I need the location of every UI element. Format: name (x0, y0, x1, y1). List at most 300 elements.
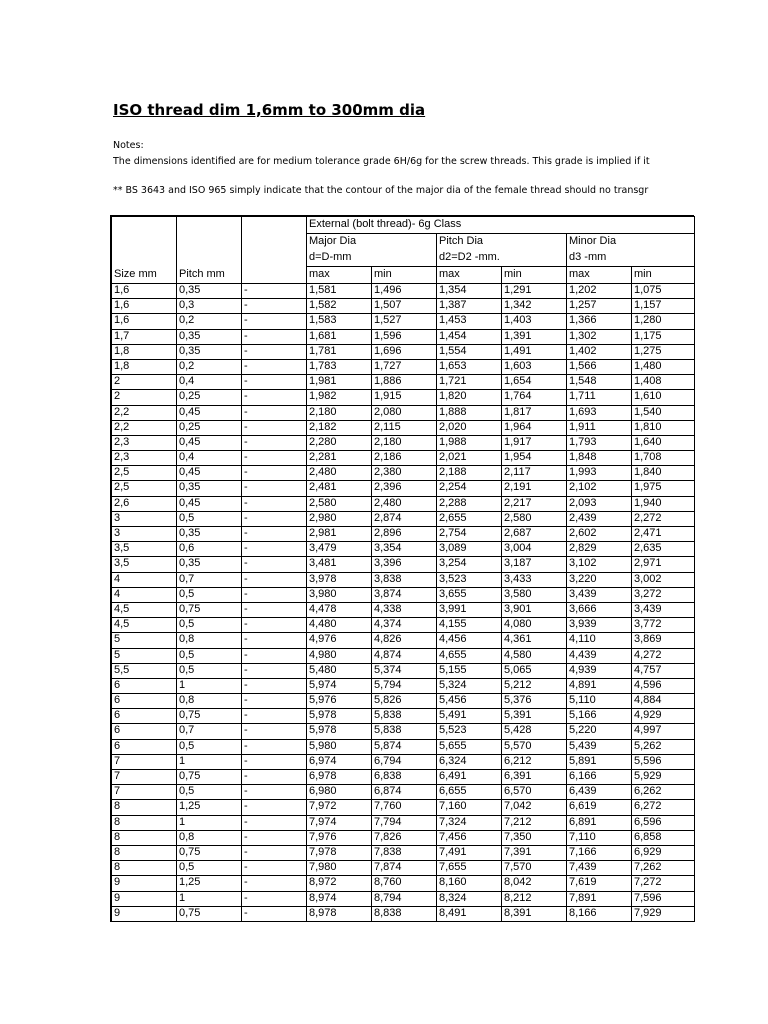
cell-minor-min: 1,540 (632, 405, 695, 420)
cell-pitch: 0,75 (177, 845, 242, 860)
cell-pitch: 0,35 (177, 527, 242, 542)
cell-pitch: 0,25 (177, 390, 242, 405)
table-row (112, 405, 695, 420)
cell-major-max: 7,978 (307, 845, 372, 860)
cell-minor-max: 4,110 (567, 633, 632, 648)
cell-minor-min: 4,929 (632, 709, 695, 724)
cell-pitch-min: 4,080 (502, 618, 567, 633)
cell-major-min: 5,794 (372, 678, 437, 693)
cell-minor-max: 7,110 (567, 830, 632, 845)
cell-dash: - (242, 709, 307, 724)
cell-pitch-min: 1,817 (502, 405, 567, 420)
cell-pitch: 0,7 (177, 724, 242, 739)
cell-pitch-min: 1,964 (502, 420, 567, 435)
cell-major-min: 4,338 (372, 602, 437, 617)
cell-minor-max: 7,619 (567, 876, 632, 891)
cell-major-min: 2,080 (372, 405, 437, 420)
cell-pitch-min: 7,212 (502, 815, 567, 830)
cell-minor-min: 2,471 (632, 527, 695, 542)
cell-dash: - (242, 663, 307, 678)
cell-pitch: 0,5 (177, 648, 242, 663)
cell-major-max: 7,980 (307, 861, 372, 876)
cell-major-max: 3,479 (307, 542, 372, 557)
cell-pitch-max: 4,155 (437, 618, 502, 633)
table-row (112, 284, 695, 299)
cell-pitch-max: 5,655 (437, 739, 502, 754)
table-row (112, 891, 695, 906)
cell-minor-max: 4,891 (567, 678, 632, 693)
cell-dash: - (242, 375, 307, 390)
cell-size: 6 (112, 694, 177, 709)
major-dia-sub: d=D-mm (307, 250, 437, 267)
cell-minor-min: 1,640 (632, 435, 695, 450)
cell-major-min: 1,696 (372, 344, 437, 359)
cell-pitch: 0,8 (177, 694, 242, 709)
cell-dash: - (242, 284, 307, 299)
cell-pitch-max: 1,721 (437, 375, 502, 390)
cell-minor-max: 7,891 (567, 891, 632, 906)
cell-minor-max: 1,402 (567, 344, 632, 359)
cell-major-max: 4,478 (307, 602, 372, 617)
cell-pitch-min: 1,342 (502, 299, 567, 314)
cell-size: 5 (112, 648, 177, 663)
cell-dash: - (242, 527, 307, 542)
cell-pitch: 0,8 (177, 830, 242, 845)
cell-size: 6 (112, 724, 177, 739)
table-row (112, 481, 695, 496)
cell-size: 6 (112, 678, 177, 693)
cell-dash: - (242, 390, 307, 405)
cell-pitch-min: 6,391 (502, 770, 567, 785)
cell-size: 5 (112, 633, 177, 648)
cell-pitch-min: 6,570 (502, 785, 567, 800)
cell-dash: - (242, 876, 307, 891)
cell-pitch-max: 1,354 (437, 284, 502, 299)
cell-dash: - (242, 314, 307, 329)
cell-pitch: 0,35 (177, 557, 242, 572)
table-row (112, 420, 695, 435)
cell-minor-max: 2,439 (567, 511, 632, 526)
cell-major-min: 4,874 (372, 648, 437, 663)
cell-minor-max: 6,439 (567, 785, 632, 800)
cell-minor-min: 1,840 (632, 466, 695, 481)
table-row (112, 694, 695, 709)
cell-minor-max: 7,166 (567, 845, 632, 860)
cell-size: 4,5 (112, 602, 177, 617)
cell-size: 2 (112, 390, 177, 405)
cell-major-min: 1,527 (372, 314, 437, 329)
cell-pitch: 1 (177, 754, 242, 769)
table-row (112, 542, 695, 557)
cell-dash: - (242, 694, 307, 709)
cell-major-min: 7,760 (372, 800, 437, 815)
minor-dia-label: Minor Dia (567, 234, 695, 251)
cell-major-max: 7,976 (307, 830, 372, 845)
cell-major-max: 5,480 (307, 663, 372, 678)
table-row (112, 785, 695, 800)
cell-major-min: 4,374 (372, 618, 437, 633)
cell-dash: - (242, 724, 307, 739)
cell-size: 2,5 (112, 466, 177, 481)
cell-major-max: 1,583 (307, 314, 372, 329)
cell-minor-max: 5,439 (567, 739, 632, 754)
cell-pitch-max: 3,991 (437, 602, 502, 617)
cell-pitch-min: 3,433 (502, 572, 567, 587)
cell-dash: - (242, 299, 307, 314)
cell-size: 9 (112, 891, 177, 906)
cell-size: 3 (112, 527, 177, 542)
cell-pitch-max: 6,491 (437, 770, 502, 785)
cell-dash: - (242, 815, 307, 830)
cell-pitch-min: 3,187 (502, 557, 567, 572)
cell-pitch: 1,25 (177, 800, 242, 815)
cell-major-max: 4,976 (307, 633, 372, 648)
cell-size: 4,5 (112, 618, 177, 633)
cell-size: 2,5 (112, 481, 177, 496)
cell-major-min: 2,115 (372, 420, 437, 435)
cell-pitch-min: 1,291 (502, 284, 567, 299)
col-header-minor-min: min (632, 267, 695, 284)
table-row (112, 739, 695, 754)
cell-pitch-min: 8,391 (502, 906, 567, 921)
cell-major-min: 1,496 (372, 284, 437, 299)
cell-pitch: 1 (177, 678, 242, 693)
cell-major-max: 2,180 (307, 405, 372, 420)
cell-major-max: 6,974 (307, 754, 372, 769)
table-row (112, 511, 695, 526)
cell-size: 8 (112, 830, 177, 845)
minor-dia-sub: d3 -mm (567, 250, 695, 267)
cell-major-max: 2,981 (307, 527, 372, 542)
thread-dimensions-table-container (110, 215, 694, 922)
cell-major-max: 7,972 (307, 800, 372, 815)
cell-pitch-max: 7,655 (437, 861, 502, 876)
table-row (112, 754, 695, 769)
cell-major-min: 2,396 (372, 481, 437, 496)
cell-pitch-max: 3,523 (437, 572, 502, 587)
cell-pitch-max: 1,888 (437, 405, 502, 420)
cell-minor-min: 3,439 (632, 602, 695, 617)
cell-dash: - (242, 906, 307, 921)
pitch-dia-label: Pitch Dia (437, 234, 567, 251)
cell-minor-min: 1,280 (632, 314, 695, 329)
table-row (112, 314, 695, 329)
cell-size: 3,5 (112, 557, 177, 572)
cell-minor-max: 6,891 (567, 815, 632, 830)
cell-pitch-max: 1,387 (437, 299, 502, 314)
cell-major-max: 8,972 (307, 876, 372, 891)
cell-minor-min: 7,272 (632, 876, 695, 891)
cell-dash: - (242, 329, 307, 344)
cell-major-max: 8,978 (307, 906, 372, 921)
cell-dash: - (242, 830, 307, 845)
cell-major-min: 2,874 (372, 511, 437, 526)
cell-dash: - (242, 572, 307, 587)
table-row (112, 375, 695, 390)
cell-major-min: 2,896 (372, 527, 437, 542)
cell-size: 8 (112, 815, 177, 830)
col-header-pitch: Pitch mm (177, 267, 242, 284)
cell-dash: - (242, 648, 307, 663)
cell-major-min: 5,374 (372, 663, 437, 678)
cell-minor-min: 4,272 (632, 648, 695, 663)
cell-size: 4 (112, 572, 177, 587)
table-row (112, 845, 695, 860)
cell-pitch-min: 1,491 (502, 344, 567, 359)
cell-minor-max: 3,102 (567, 557, 632, 572)
cell-pitch: 1 (177, 891, 242, 906)
cell-major-max: 4,980 (307, 648, 372, 663)
cell-minor-max: 1,848 (567, 451, 632, 466)
cell-major-min: 5,838 (372, 709, 437, 724)
cell-minor-max: 1,548 (567, 375, 632, 390)
cell-major-max: 2,580 (307, 496, 372, 511)
cell-minor-max: 6,166 (567, 770, 632, 785)
cell-major-min: 1,915 (372, 390, 437, 405)
cell-minor-min: 4,884 (632, 694, 695, 709)
table-row (112, 830, 695, 845)
cell-pitch-min: 7,570 (502, 861, 567, 876)
cell-pitch: 0,75 (177, 770, 242, 785)
table-row (112, 390, 695, 405)
cell-dash: - (242, 511, 307, 526)
cell-pitch-min: 1,654 (502, 375, 567, 390)
cell-minor-min: 1,610 (632, 390, 695, 405)
table-row (112, 527, 695, 542)
cell-size: 8 (112, 845, 177, 860)
cell-pitch-min: 5,376 (502, 694, 567, 709)
cell-minor-min: 4,596 (632, 678, 695, 693)
table-body (112, 284, 695, 922)
thread-dimensions-table (111, 216, 695, 922)
cell-minor-min: 1,075 (632, 284, 695, 299)
cell-pitch-max: 5,491 (437, 709, 502, 724)
cell-pitch-max: 2,254 (437, 481, 502, 496)
group-header: External (bolt thread)- 6g Class (307, 217, 695, 234)
col-header-major-min: min (372, 267, 437, 284)
cell-pitch-max: 6,655 (437, 785, 502, 800)
cell-major-min: 7,826 (372, 830, 437, 845)
cell-pitch-min: 6,212 (502, 754, 567, 769)
cell-minor-max: 1,793 (567, 435, 632, 450)
cell-pitch-max: 2,020 (437, 420, 502, 435)
cell-pitch-max: 3,089 (437, 542, 502, 557)
cell-pitch: 0,45 (177, 435, 242, 450)
note-line-2: ** BS 3643 and ISO 965 simply indicate that the contour of the major dia of the female thread should no transgr (113, 185, 649, 196)
header-blank-dash (242, 217, 307, 234)
cell-major-min: 8,838 (372, 906, 437, 921)
col-header-pitch-min: min (502, 267, 567, 284)
cell-pitch-max: 6,324 (437, 754, 502, 769)
cell-size: 7 (112, 770, 177, 785)
cell-minor-max: 1,566 (567, 359, 632, 374)
cell-major-max: 5,976 (307, 694, 372, 709)
cell-minor-max: 1,911 (567, 420, 632, 435)
cell-pitch-min: 5,570 (502, 739, 567, 754)
table-row (112, 876, 695, 891)
cell-dash: - (242, 754, 307, 769)
cell-pitch-max: 3,254 (437, 557, 502, 572)
cell-pitch: 0,5 (177, 785, 242, 800)
cell-minor-min: 5,596 (632, 754, 695, 769)
table-row (112, 572, 695, 587)
cell-major-min: 5,826 (372, 694, 437, 709)
cell-pitch-min: 7,391 (502, 845, 567, 860)
cell-pitch: 0,6 (177, 542, 242, 557)
cell-minor-max: 4,939 (567, 663, 632, 678)
cell-minor-max: 1,202 (567, 284, 632, 299)
table-row (112, 496, 695, 511)
cell-dash: - (242, 587, 307, 602)
cell-size: 1,6 (112, 314, 177, 329)
cell-minor-min: 3,772 (632, 618, 695, 633)
cell-pitch-min: 3,004 (502, 542, 567, 557)
cell-major-max: 5,978 (307, 709, 372, 724)
cell-size: 6 (112, 709, 177, 724)
cell-major-max: 7,974 (307, 815, 372, 830)
cell-major-max: 2,280 (307, 435, 372, 450)
cell-pitch-min: 8,212 (502, 891, 567, 906)
cell-major-min: 7,838 (372, 845, 437, 860)
cell-major-min: 3,396 (372, 557, 437, 572)
cell-pitch-min: 2,217 (502, 496, 567, 511)
cell-minor-max: 6,619 (567, 800, 632, 815)
cell-pitch-min: 5,428 (502, 724, 567, 739)
column-header-row (112, 267, 695, 284)
cell-major-max: 1,582 (307, 299, 372, 314)
cell-minor-max: 1,993 (567, 466, 632, 481)
cell-minor-min: 6,262 (632, 785, 695, 800)
cell-major-max: 1,981 (307, 375, 372, 390)
cell-pitch-max: 1,554 (437, 344, 502, 359)
cell-pitch-max: 4,655 (437, 648, 502, 663)
cell-size: 9 (112, 906, 177, 921)
cell-minor-min: 3,002 (632, 572, 695, 587)
cell-size: 3,5 (112, 542, 177, 557)
cell-major-max: 3,481 (307, 557, 372, 572)
cell-minor-max: 2,829 (567, 542, 632, 557)
cell-pitch: 0,75 (177, 906, 242, 921)
cell-pitch: 0,2 (177, 359, 242, 374)
table-row (112, 800, 695, 815)
cell-minor-min: 7,929 (632, 906, 695, 921)
cell-minor-min: 2,635 (632, 542, 695, 557)
cell-pitch-max: 7,160 (437, 800, 502, 815)
cell-major-max: 6,980 (307, 785, 372, 800)
cell-minor-min: 3,272 (632, 587, 695, 602)
cell-pitch-min: 1,764 (502, 390, 567, 405)
cell-pitch: 0,35 (177, 284, 242, 299)
cell-size: 1,6 (112, 299, 177, 314)
cell-pitch-max: 1,820 (437, 390, 502, 405)
cell-pitch-max: 8,324 (437, 891, 502, 906)
cell-minor-max: 1,711 (567, 390, 632, 405)
table-row (112, 344, 695, 359)
cell-major-max: 1,783 (307, 359, 372, 374)
cell-minor-max: 1,302 (567, 329, 632, 344)
cell-pitch: 0,35 (177, 481, 242, 496)
cell-pitch-max: 8,491 (437, 906, 502, 921)
page-title: ISO thread dim 1,6mm to 300mm dia (113, 101, 426, 119)
cell-major-max: 8,974 (307, 891, 372, 906)
cell-minor-max: 3,939 (567, 618, 632, 633)
table-row (112, 602, 695, 617)
cell-size: 7 (112, 785, 177, 800)
cell-minor-min: 4,997 (632, 724, 695, 739)
table-row (112, 678, 695, 693)
cell-pitch-max: 2,754 (437, 527, 502, 542)
cell-major-min: 1,727 (372, 359, 437, 374)
cell-pitch-max: 2,021 (437, 451, 502, 466)
col-header-minor-max: max (567, 267, 632, 284)
cell-pitch-max: 5,523 (437, 724, 502, 739)
cell-size: 1,8 (112, 359, 177, 374)
cell-pitch-max: 7,491 (437, 845, 502, 860)
header-blank-dash-2 (242, 234, 307, 251)
cell-pitch: 0,45 (177, 466, 242, 481)
cell-pitch: 0,3 (177, 299, 242, 314)
cell-pitch: 0,5 (177, 587, 242, 602)
table-row (112, 587, 695, 602)
cell-pitch-max: 3,655 (437, 587, 502, 602)
header-blank-size-3 (112, 250, 177, 267)
cell-major-min: 3,838 (372, 572, 437, 587)
cell-minor-min: 1,480 (632, 359, 695, 374)
cell-pitch-min: 2,117 (502, 466, 567, 481)
cell-pitch: 0,4 (177, 375, 242, 390)
header-blank-dash-3 (242, 250, 307, 267)
header-blank-size (112, 217, 177, 234)
cell-size: 2,2 (112, 420, 177, 435)
cell-minor-min: 7,596 (632, 891, 695, 906)
cell-pitch-min: 5,212 (502, 678, 567, 693)
cell-major-max: 3,978 (307, 572, 372, 587)
cell-pitch-min: 2,580 (502, 511, 567, 526)
cell-pitch-max: 7,456 (437, 830, 502, 845)
cell-minor-max: 1,693 (567, 405, 632, 420)
cell-size: 1,8 (112, 344, 177, 359)
cell-minor-max: 5,166 (567, 709, 632, 724)
cell-pitch-max: 5,456 (437, 694, 502, 709)
cell-minor-max: 2,602 (567, 527, 632, 542)
cell-size: 6 (112, 739, 177, 754)
cell-pitch: 0,5 (177, 861, 242, 876)
cell-major-min: 6,838 (372, 770, 437, 785)
header-blank-pitch-2 (177, 234, 242, 251)
cell-major-min: 1,886 (372, 375, 437, 390)
cell-size: 8 (112, 861, 177, 876)
cell-dash: - (242, 557, 307, 572)
cell-pitch-min: 3,901 (502, 602, 567, 617)
cell-major-max: 2,480 (307, 466, 372, 481)
cell-pitch-min: 2,191 (502, 481, 567, 496)
cell-pitch-min: 5,391 (502, 709, 567, 724)
table-row (112, 770, 695, 785)
cell-pitch: 0,35 (177, 329, 242, 344)
table-row (112, 557, 695, 572)
table-row (112, 329, 695, 344)
cell-pitch: 0,2 (177, 314, 242, 329)
header-blank-pitch (177, 217, 242, 234)
table-row (112, 709, 695, 724)
cell-pitch-max: 5,155 (437, 663, 502, 678)
cell-major-min: 8,760 (372, 876, 437, 891)
cell-dash: - (242, 633, 307, 648)
major-dia-label: Major Dia (307, 234, 437, 251)
cell-major-min: 5,838 (372, 724, 437, 739)
cell-pitch: 0,5 (177, 663, 242, 678)
table-row (112, 618, 695, 633)
